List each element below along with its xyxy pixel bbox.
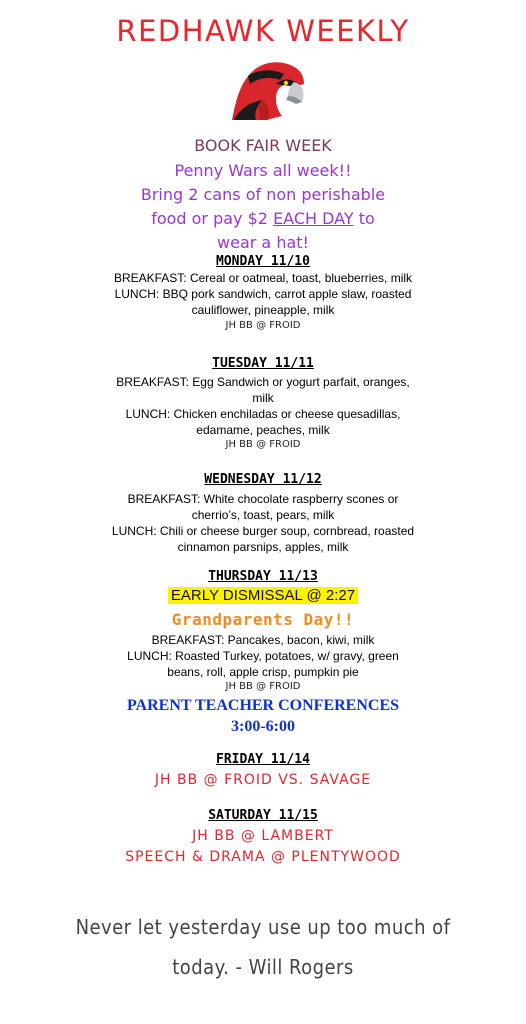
monday-heading: MONDAY 11/10 (216, 254, 310, 269)
book-fair-heading: BOOK FAIR WEEK (194, 136, 332, 155)
tuesday-event: JH BB @ FROID (225, 439, 301, 450)
monday-event: JH BB @ FROID (225, 320, 301, 331)
monday-menu-line: LUNCH: BBQ pork sandwich, carrot apple slaw, roasted (114, 287, 412, 301)
parent-teacher-conferences: PARENT TEACHER CONFERENCES (126, 697, 400, 714)
tuesday-menu-line: milk (252, 391, 274, 405)
saturday-heading: SATURDAY 11/15 (208, 808, 318, 823)
thursday-menu-line: beans, roll, apple crisp, pumpkin pie (167, 665, 359, 679)
early-dismissal-banner (0, 587, 526, 605)
friday-event: JH BB @ FROID VS. SAVAGE (154, 772, 372, 788)
penny-wars-note: Penny Wars all week!! (174, 161, 352, 180)
wednesday-menu-line: cherrio’s, toast, pears, milk (191, 508, 335, 522)
hat-note: wear a hat! (217, 233, 309, 252)
wednesday-heading: WEDNESDAY 11/12 (204, 472, 322, 487)
wednesday-menu-line: cinnamon parsnips, apples, milk (177, 540, 349, 554)
tuesday-menu-line: BREAKFAST: Egg Sandwich or yogurt parfait, oranges, (116, 375, 410, 389)
monday-menu-line: cauliflower, pineapple, milk (191, 303, 335, 317)
redhawk-mascot-icon (226, 56, 306, 122)
wednesday-menu-line: LUNCH: Chili or cheese burger soup, cornbread, roasted (111, 524, 415, 538)
tuesday-menu-line: LUNCH: Chicken enchiladas or cheese quesadillas, (125, 407, 401, 421)
newsletter-title: REDHAWK WEEKLY (116, 14, 410, 48)
thursday-event: JH BB @ FROID (225, 681, 301, 692)
quote-line: today. - Will Rogers (172, 955, 354, 979)
thursday-menu-line: LUNCH: Roasted Turkey, potatoes, w/ gravy, green (127, 649, 399, 663)
thursday-menu-line: BREAKFAST: Pancakes, bacon, kiwi, milk (151, 633, 375, 647)
cans-note: Bring 2 cans of non perishable (140, 185, 386, 204)
friday-heading: FRIDAY 11/14 (216, 752, 310, 767)
food-pay-to: to (353, 209, 375, 228)
saturday-event: JH BB @ LAMBERT (192, 828, 334, 844)
quote-line: Never let yesterday use up too much of (75, 915, 451, 939)
food-pay-text: food or pay $2 (151, 209, 274, 228)
tuesday-menu-line: edamame, peaches, milk (196, 423, 330, 437)
early-dismissal-text: EARLY DISMISSAL @ 2:27 (168, 587, 358, 604)
each-day-text: EACH DAY (273, 209, 354, 228)
tuesday-heading: TUESDAY 11/11 (212, 356, 314, 371)
monday-menu-line: BREAKFAST: Cereal or oatmeal, toast, blueberries, milk (113, 271, 413, 285)
food-pay-note (0, 209, 526, 228)
thursday-heading: THURSDAY 11/13 (208, 569, 318, 584)
conference-times: 3:00-6:00 (231, 718, 295, 735)
wednesday-menu-line: BREAKFAST: White chocolate raspberry scones or (127, 492, 399, 506)
grandparents-day: Grandparents Day!! (171, 610, 355, 629)
saturday-event: SPEECH & DRAMA @ PLENTYWOOD (125, 849, 401, 865)
